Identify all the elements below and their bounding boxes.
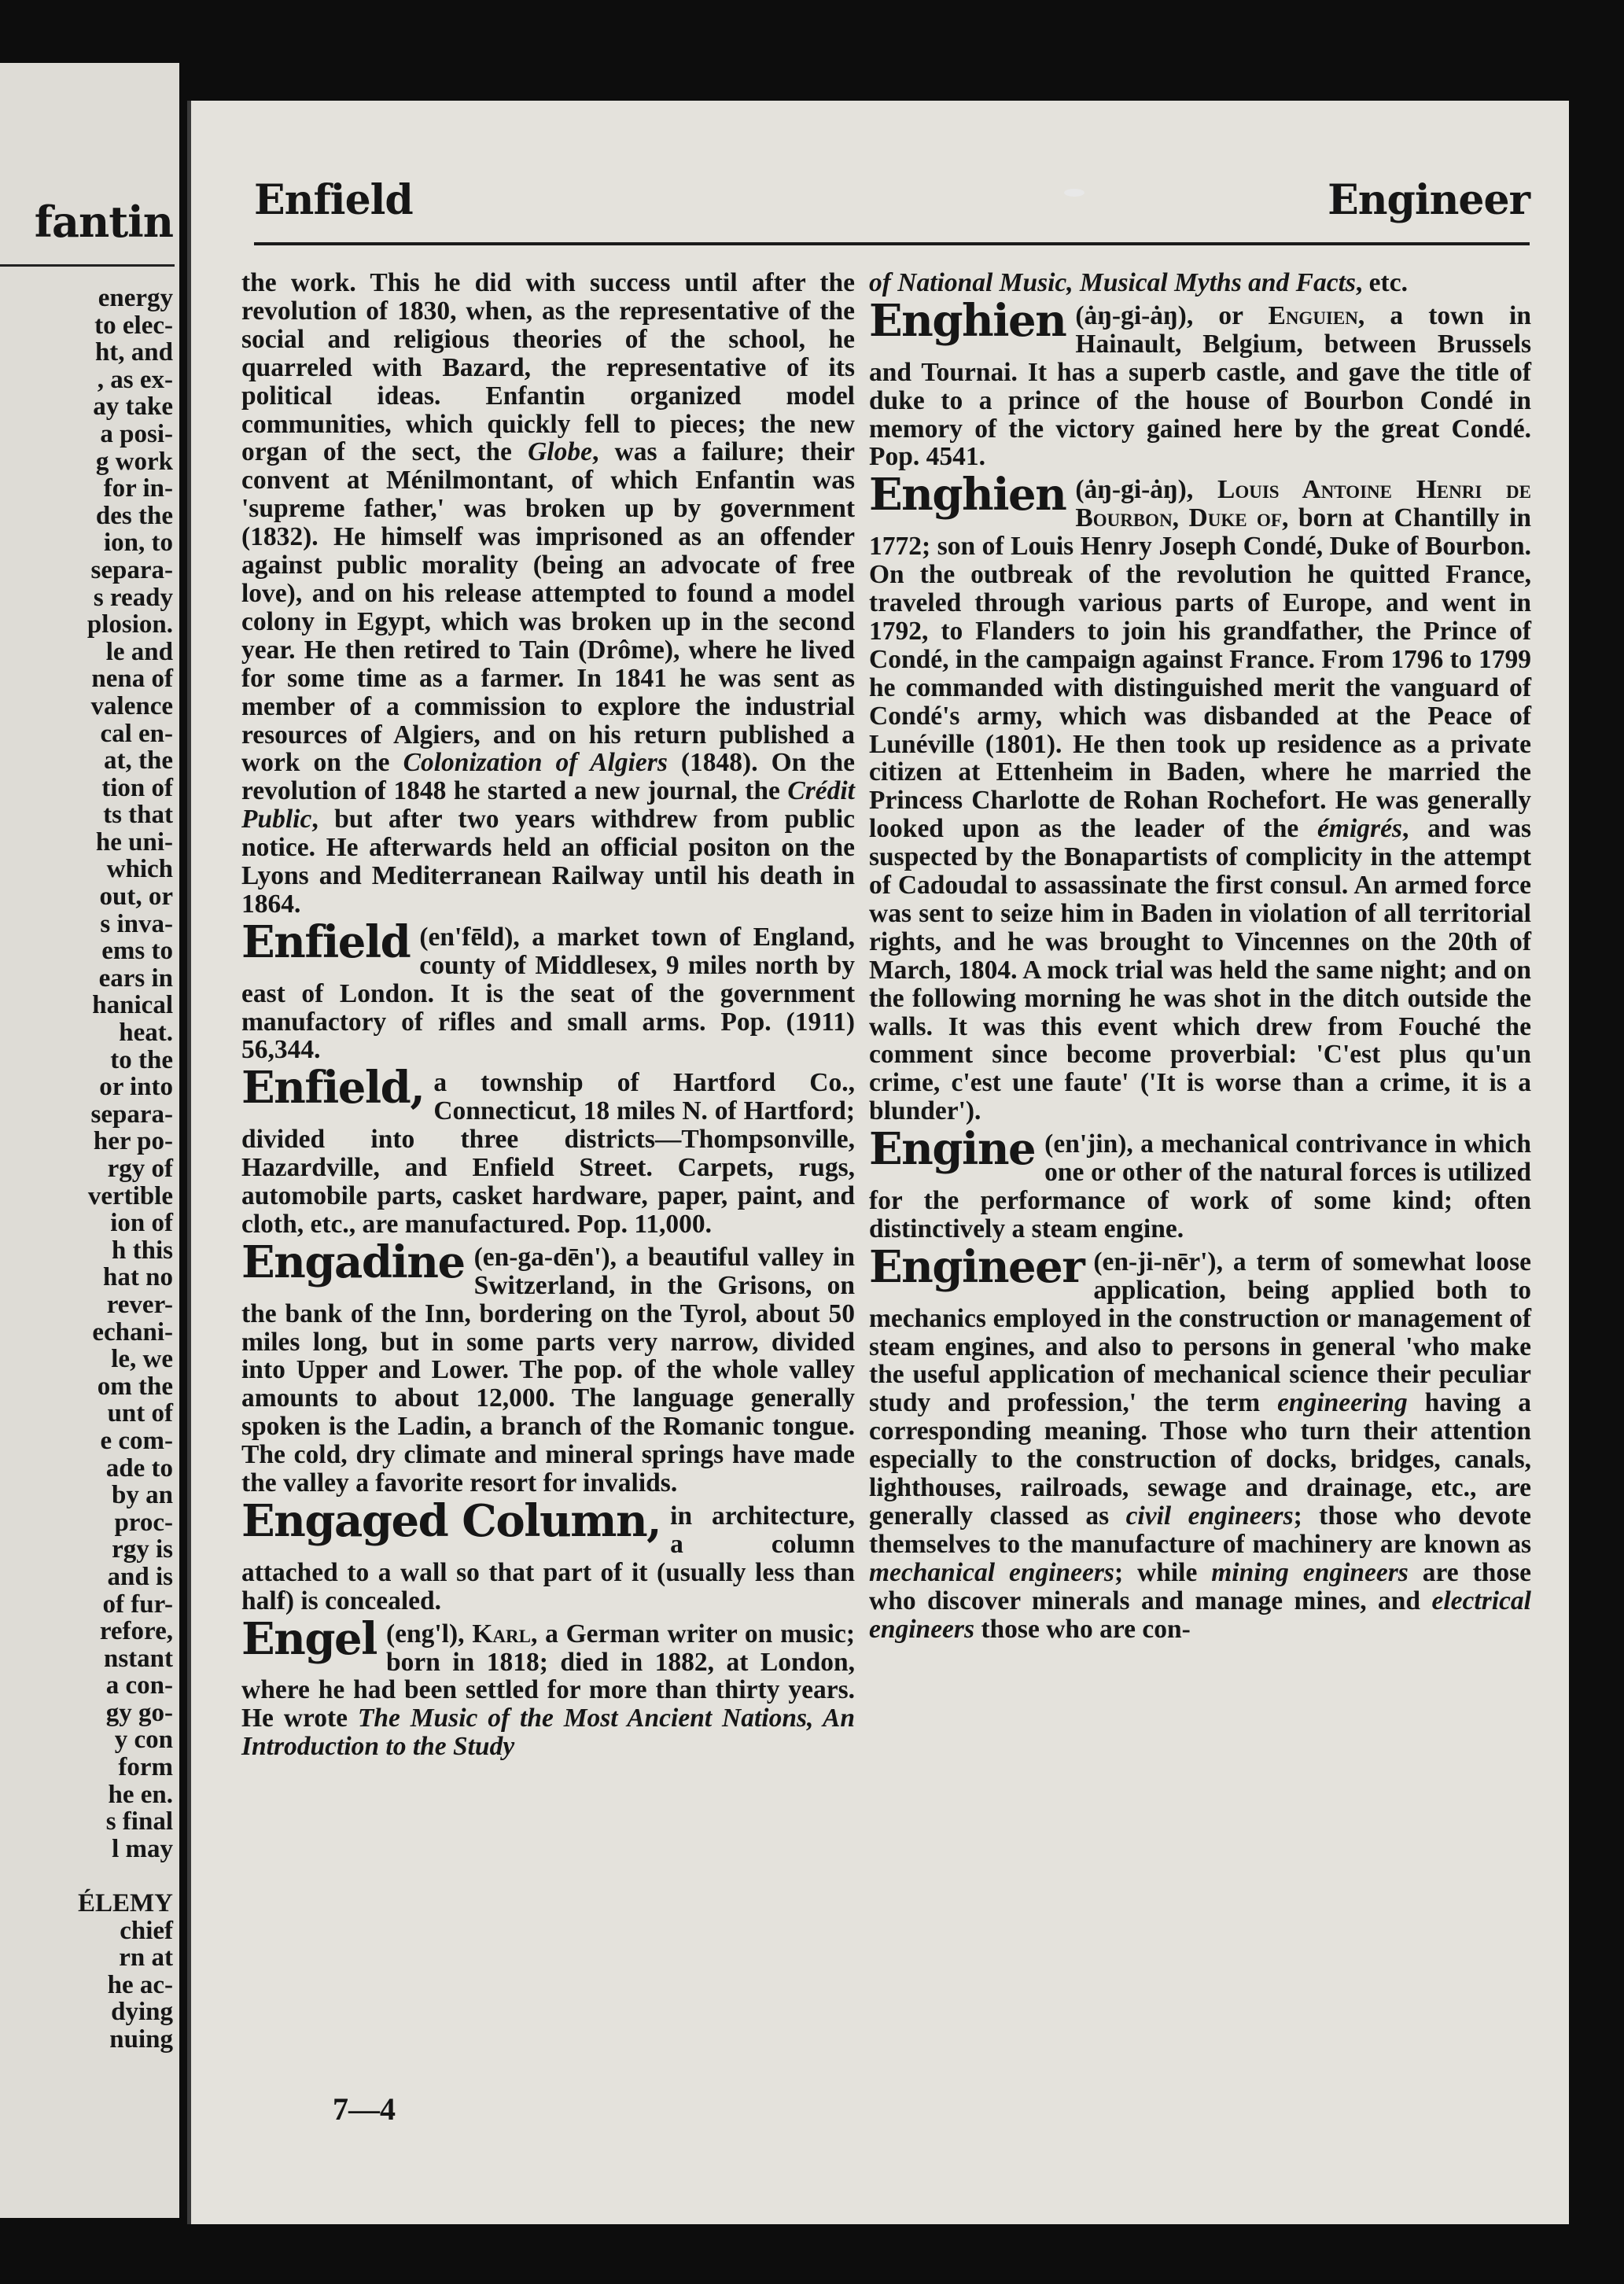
fragment-line: he uni- bbox=[95, 827, 173, 856]
headword: Engadine bbox=[241, 1236, 465, 1288]
signature-mark: 7—4 bbox=[333, 2091, 396, 2127]
entry-engaged-column bbox=[241, 1494, 855, 1615]
fragment-line: and is bbox=[107, 1562, 173, 1591]
fragment-line: ears in bbox=[98, 963, 173, 993]
headword: Enghien bbox=[869, 469, 1066, 521]
fragment-line: rn at bbox=[119, 1943, 173, 1973]
headword: Engel bbox=[241, 1612, 377, 1665]
entry-engine bbox=[869, 1123, 1531, 1243]
fragment-line: by an bbox=[112, 1481, 173, 1510]
fragment-line: s inva- bbox=[100, 909, 173, 938]
dictionary-page bbox=[187, 101, 1569, 2224]
fragment-line: rgy is bbox=[112, 1535, 173, 1564]
fragment-line: le, we bbox=[111, 1345, 173, 1374]
fragment-line: he ac- bbox=[107, 1970, 173, 1999]
fragment-line: echani- bbox=[92, 1317, 173, 1346]
fragment-line: vertible bbox=[87, 1181, 173, 1210]
left-column bbox=[241, 269, 855, 1761]
fragment-line: e com- bbox=[100, 1426, 173, 1455]
fragment-line: l may bbox=[112, 1834, 173, 1863]
fragment-line: nena of bbox=[91, 665, 173, 694]
fragment-line: a con- bbox=[105, 1671, 173, 1700]
fragment-line: for in- bbox=[103, 474, 173, 503]
fragment-line: ÉLEMY bbox=[77, 1889, 173, 1918]
fragment-line: plosion. bbox=[87, 610, 173, 639]
fragment-line: ade to bbox=[105, 1453, 173, 1483]
definition: a township of Hartford Co., Connecticut, 18 miles N. of Hartford; divided into three districts—Thompsonville, Hazardville, and Enfield Street. Carpets, rugs, automobile parts, casket hardware, paper, paint, and cloth, etc., are manufactured. Pop. 11,000. bbox=[241, 1068, 855, 1239]
fragment-line: ion, to bbox=[103, 529, 173, 558]
fragment-line: out, or bbox=[99, 882, 173, 912]
entry-enghien-duke: Enghien (ȧŋ-gi-ȧŋ), Louis Antoine Henri de Bourbon, Duke of, born at Chantilly in 1772; son of Louis Henry Joseph Condé, Duke of Bourbon. On the outbreak of the revolution he quitted France, traveled through various parts of Europe, and went in 1792, to Flanders to join his grandfather, the Prince of Condé, in the campaign against France. From 1796 to 1799 he commanded with distinguished merit the vanguard of Condé's army, which was disbanded at the Peace of Lunéville (1801). He then took up residence as a private citizen at Ettenheim in Baden, where he married the Princess Charlotte de Rohan Rochefort. He was generally looked upon as the leader of the émigrés, and was suspected by the Bonapartists of complicity in the attempt of Cadoudal to assassinate the first consul. An armed force was sent to seize him in Baden in violation of all territorial rights, and he was brought to Vincennes on the 20th of March, 1804. A mock trial was held the same night; and on the following morning he was shot in the ditch outside the walls. It was this event which drew from Fouché the comment since become proverbial: 'C'est plus qu'un crime, c'est une faute' ('It is worse than a crime, it is a blunder'). bbox=[869, 469, 1531, 1126]
headword: Engine bbox=[869, 1123, 1036, 1176]
fragment-line: gy go- bbox=[105, 1698, 173, 1727]
definition: (en'jin), a mechanical contrivance in which one or other of the natural forces is utilized for the performance of work of some kind; often distinctively a steam engine. bbox=[869, 1129, 1531, 1243]
fragment-line: hat no bbox=[103, 1263, 173, 1292]
fragment-line: ion of bbox=[110, 1209, 173, 1238]
fragment-line: nuing bbox=[109, 2025, 173, 2054]
head-rule bbox=[254, 242, 1530, 245]
fragment-line: des the bbox=[95, 501, 173, 530]
entry-engineer: Engineer (en-ji-nēr'), a term of somewhat loose application, being applied both to mechanics employed in the construction or management of steam engines, and also to persons in general 'who make the useful application of mechanical science their peculiar study and profession,' the term engineering having a corresponding meaning. Those who turn their attention especially to the construction of docks, bridges, canals, lighthouses, railroads, sewage and drainage, etc., are generally classed as civil engineers; those who devote themselves to the manufacture of machinery are known as mechanical engineers; while mining engineers are those who discover minerals and manage mines, and electrical engineers those who are con- bbox=[869, 1240, 1532, 1644]
fragment-line: rever- bbox=[106, 1290, 173, 1319]
running-head bbox=[254, 176, 1530, 231]
fragment-line: to elec- bbox=[94, 311, 173, 340]
running-head-left: Enfield bbox=[254, 176, 413, 224]
headword: Engaged Column, bbox=[241, 1494, 661, 1547]
fragment-line: energy bbox=[98, 284, 173, 312]
fragment-line: her po- bbox=[93, 1127, 173, 1156]
fragment-line: chief bbox=[120, 1916, 173, 1945]
fragment-line: or into bbox=[99, 1073, 173, 1102]
entry-engadine bbox=[241, 1236, 855, 1498]
fragment-line: to the bbox=[110, 1045, 173, 1074]
fragment-line: refore, bbox=[99, 1617, 173, 1646]
fragment-line bbox=[78, 1862, 173, 1890]
fragment-line: unt of bbox=[107, 1399, 173, 1428]
fragment-line: which bbox=[106, 855, 173, 884]
definition: (en-ga-dēn'), a beautiful valley in Switzerland, in the Grisons, on the bank of the Inn, bordering on the Tyrol, about 50 miles long, but in some parts very narrow, divided into Upper and Lower. The pop. of the whole valley amounts to about 12,000. The language generally spoken is the Ladin, a branch of the Romanic tongue. The cold, dry climate and mineral springs have made the valley a favorite resort for invalids. bbox=[241, 1242, 855, 1498]
definition: in architecture, a column attached to a wall so that part of it (usually less than half) is concealed. bbox=[241, 1501, 855, 1615]
fragment-line: cal en- bbox=[100, 719, 173, 748]
fragment-line: rgy of bbox=[107, 1155, 173, 1183]
fragment-line: he en. bbox=[108, 1780, 173, 1809]
fragment-line: s ready bbox=[93, 583, 173, 612]
headword: Enghien bbox=[869, 294, 1066, 347]
fragment-line: form bbox=[118, 1753, 173, 1782]
headword: Enfield, bbox=[241, 1062, 425, 1114]
fragment-line: proc- bbox=[114, 1508, 173, 1537]
fragment-line: of fur- bbox=[102, 1590, 173, 1619]
adjacent-text-fragments bbox=[78, 285, 173, 2054]
entry-enfield-england bbox=[241, 915, 855, 1065]
adjacent-running-head: fantin bbox=[34, 197, 173, 247]
definition: (en'fēld), a market town of England, county of Middlesex, 9 miles north by east of London. It is the seat of the government manufactory of rifles and small arms. Pop. (1911) 56,344. bbox=[241, 922, 855, 1065]
right-column bbox=[869, 269, 1531, 1644]
fragment-line: g work bbox=[95, 447, 173, 476]
fragment-line: y con bbox=[114, 1726, 173, 1755]
fragment-line: ht, and bbox=[94, 338, 173, 367]
running-head-right: Engineer bbox=[1328, 176, 1530, 224]
fragment-line: ts that bbox=[103, 801, 173, 830]
fragment-line: ay take bbox=[93, 392, 173, 422]
fragment-line: dying bbox=[111, 1998, 173, 2027]
fragment-line: , as ex- bbox=[97, 365, 173, 394]
fragment-line: ems to bbox=[101, 937, 173, 966]
entry-enfield-connecticut bbox=[241, 1062, 855, 1239]
headword: Enfield bbox=[241, 915, 411, 968]
continued-entry: of National Music, Musical Myths and Facts, etc. bbox=[869, 268, 1408, 297]
continued-entry: the work. This he did with success until after the revolution of 1830, when, as the representative of the social and religious theories of the school, he quarreled with Bazard, the representative of its political ideas. Enfantin organized model communities, which quickly fell to pieces; the new organ of the sect, the Globe, was a failure; their convent at Ménilmontant, of which Enfantin was 'supreme father,' was broken up by government (1832). He himself was imprisoned as an offender against public morality (being an advocate of free love), and on his release attempted to found a model colony in Egypt, which was broken up in the second year. He then retired to Tain (Drôme), where he lived for some time as a farmer. In 1841 he was sent as member of a commission to explore the industrial resources of Algiers, and on his return published a work on the Colonization of Algiers (1848). On the revolution of 1848 he started a new journal, the Crédit Public, but after two years withdrew from public notice. He afterwards held an official positon on the Lyons and Mediterranean Railway until his death in 1864. bbox=[241, 268, 856, 919]
fragment-line: heat. bbox=[119, 1019, 173, 1048]
headword: Engineer bbox=[869, 1240, 1085, 1293]
fragment-line: separa- bbox=[90, 555, 173, 584]
fragment-line: valence bbox=[90, 691, 173, 720]
fragment-line: om the bbox=[97, 1372, 173, 1401]
fragment-line: a posi- bbox=[100, 419, 173, 448]
entry-enghien-town: Enghien (ȧŋ-gi-ȧŋ), or Enguien, a town in Hainault, Belgium, between Brussels and Tournai. It has a superb castle, and gave the title of duke to a prince of the house of Bourbon Condé in memory of the victory gained here by the great Condé. Pop. 4541. bbox=[869, 294, 1531, 472]
fragment-line: hanical bbox=[92, 991, 173, 1020]
fragment-line: tion of bbox=[101, 773, 173, 802]
fragment-line: nstant bbox=[103, 1644, 173, 1673]
fragment-line: le and bbox=[105, 637, 173, 666]
fragment-line: at, the bbox=[104, 746, 173, 775]
fragment-line: separa- bbox=[90, 1100, 173, 1129]
fragment-line: h this bbox=[112, 1236, 173, 1265]
adjacent-page-fragment bbox=[0, 63, 179, 2218]
entry-engel: Engel (eng'l), Karl, a German writer on music; born in 1818; died in 1882, at London, where he had been settled for more than thirty years. He wrote The Music of the Most Ancient Nations, An Introduction to the Study bbox=[241, 1612, 855, 1762]
fragment-line: s final bbox=[105, 1807, 173, 1836]
adjacent-head-rule bbox=[0, 264, 175, 267]
